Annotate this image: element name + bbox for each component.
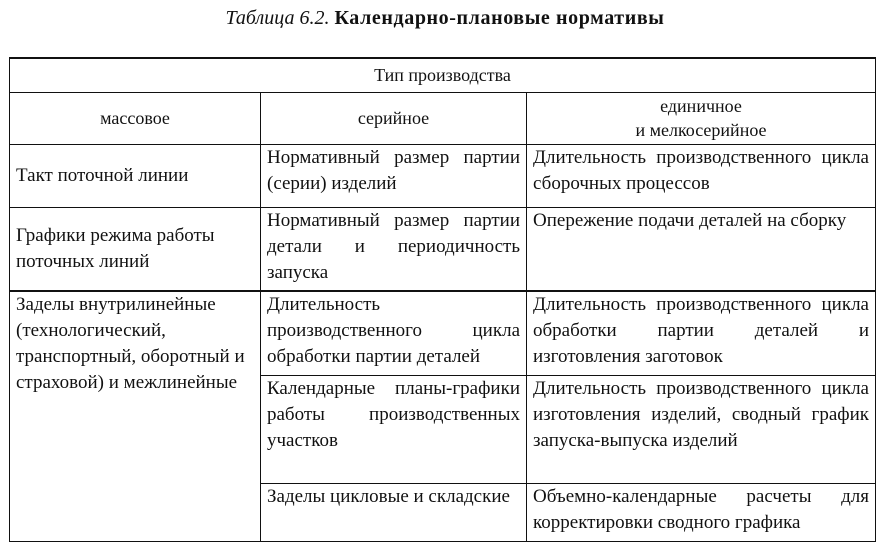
cell-single-0: Длительность производственного цикла сборочных процессов — [527, 144, 876, 207]
cell-serial-3: Календарные планы-графики работы производственных участков — [261, 375, 527, 483]
table-title: Календарно-плановые нормативы — [334, 7, 665, 29]
cell-serial-1: Нормативный размер партии детали и периодичность запуска — [261, 207, 527, 291]
column-header-serial: серийное — [261, 92, 527, 144]
cell-serial-0: Нормативный размер партии (серии) изделий — [261, 144, 527, 207]
table-caption — [0, 6, 890, 30]
cell-single-3: Длительность производственного цикла изготовления изделий, сводный график запуска-выпуска изделий — [527, 375, 876, 483]
column-header-single-line1: единичное — [660, 96, 742, 116]
production-type-header: Тип производства — [10, 58, 876, 92]
group-header-row — [10, 58, 876, 92]
table-row — [10, 144, 876, 207]
table-row — [10, 291, 876, 375]
table-number: Таблица 6.2. — [225, 7, 330, 29]
cell-single-4: Объемно-календарные расчеты для корректировки сводного графика — [527, 483, 876, 541]
cell-serial-2: Длительность производственного цикла обработки партии деталей — [261, 291, 527, 375]
cell-single-2: Длительность производственного цикла обработки партии деталей и изготовления заготовок — [527, 291, 876, 375]
column-header-mass: массовое — [10, 92, 261, 144]
cell-mass-0: Такт поточной линии — [10, 144, 261, 207]
norms-table — [9, 57, 876, 542]
column-header-single-line2: и мелкосерийное — [635, 120, 767, 140]
cell-mass-1: Графики режима работы поточных линий — [10, 207, 261, 291]
cell-single-1: Опережение подачи деталей на сборку — [527, 207, 876, 291]
column-header-row — [10, 92, 876, 144]
cell-serial-4: Заделы цикловые и складские — [261, 483, 527, 541]
table-row — [10, 207, 876, 291]
column-header-single — [527, 92, 876, 144]
cell-mass-2: Заделы внутрилинейные (технологический, транспортный, оборотный и страховой) и межлинейные — [10, 291, 261, 541]
